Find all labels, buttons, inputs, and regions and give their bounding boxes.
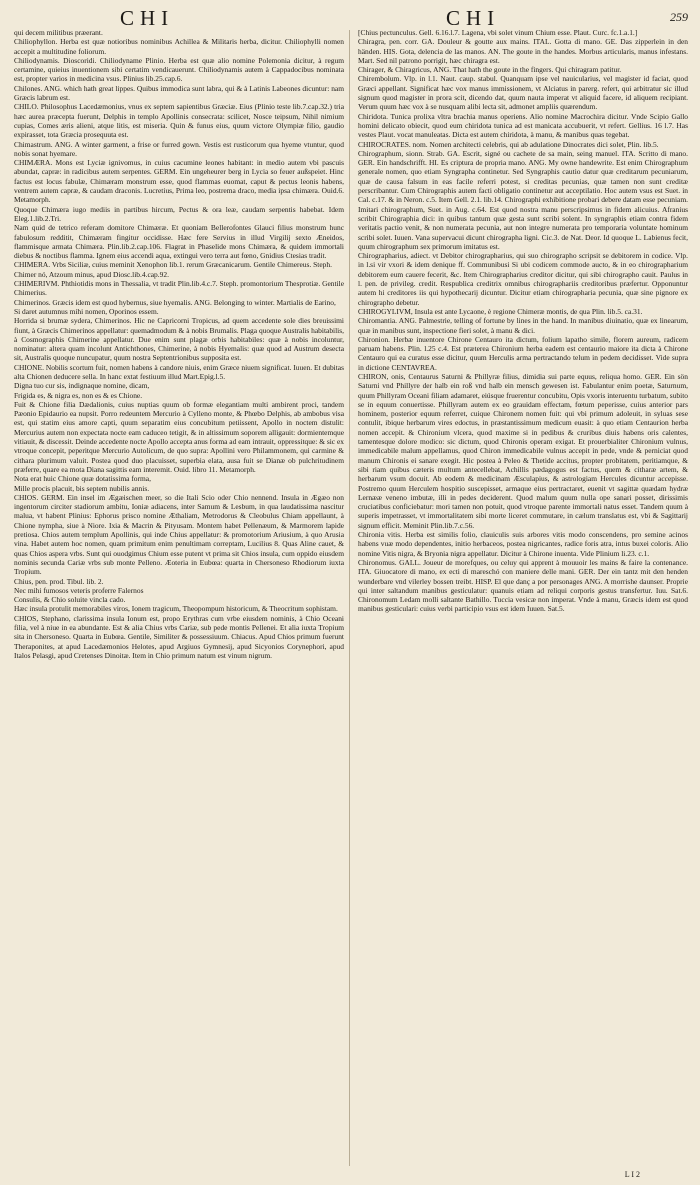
dictionary-entry: Chirager, & Chiragricus, ANG. That hath the goute in the fingers. Qui chiragram patitur. [358,65,622,75]
dictionary-entry: Chiliophyllon. Herba est quæ notioribus nominibus Achillea & Militaris herba, dicitur. Chiliophylli nomen accepit a multitudine foliorum. [14,37,344,56]
dictionary-entry: CHIMERA. Vrbs Siciliæ, cuius meminit Xenophon lib.1. rerum Græcanicarum. Gentile Chimereus. Steph. [14,260,332,270]
dictionary-entry: Consulis, & Chio soluite vincla cado. [14,595,126,605]
dictionary-entry: CHILO. Philosophus Lacedæmonius, vnus ex septem sapientibus Græciæ. Eius (Plinio teste lib.7.cap.32.) tria hæc aurea præcepta fuerunt, Delphis in templo Apollinis consecrata: scilicet, Nosce teipsum, Nihil nimium cupias, Comes æris alieni, atque litis, est miseria. Quin & funus eius, quum victore Olympiæ filio, gaudio expirasset, tota Græcia prosequuta est. [14,102,344,140]
dictionary-entry: qui decem militibus præerant. [14,28,103,37]
dictionary-entry: Horrida si brumæ sydera, Chimerinos. Hic ne Capricorni Tropicus, ad quem accedente sole dies breuissimi fiunt, à Græcis Chimerinos appellatur: quemadmodum & à nobis Brumalis. Plaga quoque Australis habitabilis, à Cosmographis Chimerine appellatur. Due enim sunt plagæ orbis habitabiles: quæ à nobis incoluntur, nominatur: altera quam incolunt Antichthones, Chimerine, à nobis Hyemalis: quæ quod ad Austrum desecta sit, Australis quoque nuncupatur, quum nostra Septentrionibus supposita est. [14,316,344,363]
dictionary-entry: Chimastrum. ANG. A winter garment, a frise or furred gown. Vestis est rusticorum qua hyeme vtuntur, quod nobis sonat hyemare. [14,139,344,158]
right-column [358,28,688,614]
dictionary-entry: Chiragra, pen. corr. GA. Douleur & goutte aux mains. ITAL. Gotta di mano. GE. Das zipperlein in den händen. HIS. Gota, delencia de las manos. AN. The goute in the handes. Morbus articularis, manus infestans. Mart. Sed nil patrono porrigit, hæc chiragra est. [358,37,688,65]
page-number: 259 [670,10,688,24]
dictionary-entry: Chilones. ANG. which hath great lippes. Quibus immodica sunt labra, qui & à Latinis Labeones dicuntur: nam Græcis labrum est. [14,83,344,103]
dictionary-entry: CHIROCRATES. nom. Nomen architecti celebris, qui ab adulatione Dinocrates dici solet, Plin. lib.5. [358,139,659,149]
dictionary-entry: Chirembolum. Vlp. in l.1. Naut. caup. stabul. Quanquam ipse vel nauicularius, vel magister id faciat, quod Græci appellant. Significat hæc vox manus immissionem, vt Alciatus in parerg. refert, qui arbitratur sic illud signum quod magister in prora scit, dicendo dat, quum nauta imperat vt aliquid facere, id aliquem recipiant. Verum quum hæc vox à se nusquam alibi lecta sit, admonet ampliis quærendum. [358,74,688,112]
dictionary-entry: Chiliodynamis. Dioscoridi. Chiliodyname Plinio. Herba est quæ alio nomine Polemonia dicitur, à regum certamine, quieius inuentionem sibi certatim vendicauerunt. Chiliodynamis autem à Cappadocibus nominata est, propter varios in medicina vsus. Plinius lib.25.cap.6. [14,55,344,84]
dictionary-entry: CHIMERIVM. Phthiotidis mons in Thessalia, vt tradit Plin.lib.4.c.7. Steph. promontorium Thesprotiæ. Gentile Chimerius. [14,279,344,298]
running-head-right: CHI [446,6,501,30]
dictionary-entry: Chirographum, sionn. Strab. GA. Escrit, signé ou cachete de sa main, seing manuel. ITA. Scritto di mano. GER. Ein handschrifft. HI. Es criptura de propria mano. ANG. My owne handewrite. Est enim Chirographum generale nomen, quo etiam Syngrapha continetur. Sed Syngraphis cautio datur quæ creditarum pecuniarum, quæ de causa falsum in eas facile referri potest, si creditas pecunias, quæ tamen non sunt creditæ perscribantur. Cum Chirographis autem facti obligatio continetur aut acceptilatio. Hoc autem vsus est Suet. in Cal. c.17. & in Neron. c.5. Item Gell. 2.1. lib.14. Chirographi exhibitione probari debere datam esse pecuniam. Imitari chirographum, Suet. in Aug. c.64. Est quod nostra manu perscripsimus in fidem alicuius. Afranius scribit Chirographia dici: in quibus tantum quæ gesta sunt scribi solent. In syngraphis etiam contra fidem veritatis pactio venit, & non numerata pecunia, aut non integre numerata pro temporaria voluntate hominum scribi solet. Iuuen. Vana supervacui dicunt chirographa ligni. Cic.3. de Nat. Deor. Id quoque L. Labienus fecit, quum chirographum sex primorum imitatus est. [358,148,688,251]
dictionary-entry: [Chius pectunculus. Gell. 6.16.l.7. Lagena, vbi solet vinum Chium esse. Plaut. Curc. fc.1.a.1.] [358,28,638,37]
dictionary-entry: Chiromantia. ANG. Palmestrie, telling of fortune by lines in the hand. In manibus diuinatio, quæ ex linearum, quæ in manibus sunt, inspectione fieri solet, à manu & dici. [358,316,688,335]
dictionary-entry: Nec mihi fumosos veteris proferre Falernos [14,585,144,595]
dictionary-entry: CHIRON, onis, Centaurus Saturni & Phillyræ filius, dimidia sui parte equus, reliqua homo. GER. Ein sön Saturni vnd Phillyre der halb ein roß vnd halb ein mensch gewesen ist. Fabulantur enim poetæ, Saturnum, quum Phillyram Oceani filiam adamaret, eiúsque fruerentur concubitu, Opis vxoris interuentu turbatum, subito se in equum conuertisse. Phillyram autem ex eo grauidam effectam, fœtum peperisse, cuius anterior pars hominem, posterior equum referret, cuique Chironem nomen fuit: qui vbi primum adoleuit, in syluas sese contulit, ibique herbarum vires edoctus, in præstantissimum medicum euasit: à quo etiam Centaurion herba nomen accepit. & Chironium vlcera, quod maxime si in pedibus & cruribus diuis habens oris calentes, tamentesque dolore modico: sic dictum, quod Chironis operam exigat. Et prouerbialiter Chironium vulnus, immedicabile malum appellamus, quod Chiron immedicabile vulnus accepit in pede, vnde & perniciat quod manum Chironis ei sanare exegit. Hic postea à Peleo & Thetide accitus, propter probitatem, peritiamque, & sibi riam quibus cæteris multum antecellebat, Achillis pædagogus est factus, quem & citharæ artem, & herbarum vsum docuit. Ab eodem & medicinam Æsculapius, & astrologiam Hercules dicuntur accepisse. Postremo quum Herculem hospitio suscepisset, armaque eius pertractaret, euenit vt sagittæ quædam hydræ Lernææ veneno imbutæ, illi in pedes deciderent. Quod malum quum nulla ope sanari posset, dirissimis cruciatibus conficiebatur: mori tamen non potuit, quod vtroque parente immortali natus esset. Tandem quum à superis impetrasset, vt immortalitatem sibi morte liceret commutare, in cælum translatus est, vbi & Sagittarij signum efficit. Meminit Plin.lib.7.c.56. [358,371,688,530]
dictionary-entry: Chiridota. Tunica prolixa vltra brachia manus operiens. Alio nomine Macrochira dicitur. Vnde Scipio Gallo homini delicato obiecit, quod eum chiridota tunica ad est manicata accubuerit, vt refert. Gellius. 16 l.7. Has vestes Plaut. vocat manuleatas. Dicta est autem chiridota, à manu, & manibus quas tegebat. [358,111,688,140]
dictionary-entry: Chironomus. GALL. Joueur de morefques, ou celuy qui apprent à mouuoir les mains & faire la contenance. ITA. Giuocatore di mano, ex ecti di mareschó con maniere delle mani. GER. Der ein tantz mit den henden wunderbare vnd vilerley bossen treibt. HISP. El que danç a por personages ANG. A morrishe daunser. Proprie qui inter saltandum manibus gesticulatur: quanuis etiam ad reliqui corporis gestus transfertur. Iuu. Sat.6. Chironomum Ledam molli saltante Bathillo. Tuccia vesicæ non imperat. Vnde à manu, Græcis idem est quod manibus gesticulari: cuius verbi participio vsus est idem Iuuen. Sat.5. [358,557,688,614]
dictionary-entry: CHIONE. Nobilis scortum fuit, nomen habens à candore niuis, enim Græce niuem significat. Iuuen. Et dubitas alta Chionen deducere sella. In hanc extat festiuum illud Mart.Epig.l.5. [14,362,344,381]
dictionary-entry: Nota erat huic Chione quæ dotatissima forma, [14,474,151,484]
dictionary-entry: Fuit & Chione filia Dædalionis, cuius nuptias quum ob formæ elegantiam multi ambirent proci, tandem Pæonio Epidaurio ea nupsit. Porro redeuntem Mercurio à Cylleno monte, & Phœbo Delphis, ab ambobus visa est, qui statim eius amore capti, quum separatim eius concubitum petiissent, Apollo in noctem distulit: Mercurius autem non expectata nocte eam caduceo tetigit, & in altissimum soporem alligauit: dormientemque vitiauit, & discessit. Deinde accedente nocte Apollo accepta anus forma ad eam intrauit, oppressitque: & sic ex vtroque concepit, peperitque Mercurio Autolicum, de quo supra: Apollini vero Philammonem, qui carmine & cithara plurimum valuit. Postea quod duo placuisset, superbia elata, ausa fuit se Dianæ ob pulchritudinem præferre, quare ea mota Diana sagittis eam interemit. Ouid. libro 11. Metamorph. [14,399,344,474]
running-head-left: CHI [120,6,175,30]
dictionary-entry: Frigida es, & nigra es, non es & es Chione. [14,390,143,400]
dictionary-entry: Chimer nó, Atzoum minus, apud Diosc.lib.4.cap.92. [14,269,169,279]
dictionary-entry: CHIOS. GERM. Ein insel im Ægæischen meer, so die Itali Scio oder Chio nennend. Insula in Ægæo non ingentorum circiter stadiorum ambitu, Ioniæ adiacens, inter Samum & Lesbum, in qua laudatissima nascitur malua, vt habent Plinius: Ephorus prisco nomine Æthaliam, Metrodorus & Cleobulus Chiam appellaunt, à Chione nympha, siue à Niore. Ixia & Macrin & Pityusam. Montem habet Pellenæum, & Marmorem lapide pretiosa. Chios autem templum Apollinis, qui inde Chius appellatur: & promotorium Ariusium, à quo Arusia vina. Habet autem hoc nomen, quam primitum enim penultimam correptam, Lucilius 8. Quas Aline cauet, & quas Chios aspera vrbs. Sunt qui ouodgimus Chium esse putent vt prima sit Chios insula, cum oppido eiusdem nominis secunda Cariæ vrbs sub monte Pelleno. Æoteria in Eubœa: quarta in Chersoneso Rhodiorum iuxta Tropium. [14,492,344,577]
dictionary-entry: Quoque Chimæra iugo mediis in partibus hircum, Pectus & ora leæ, caudam serpentis habebat. Idem Eleg.1.lib.2.Tri. [14,204,344,223]
signature-mark: L I 2 [624,1170,640,1179]
dictionary-entry: Digna tuo cur sis, indignaque nomine, dicam, [14,381,150,391]
dictionary-entry: Mille procis placuit, bis septem nubilis annis. [14,483,150,493]
dictionary-entry: CHIMÆRA. Mons est Lyciæ ignivomus, in cuius cacumine leones habitant: in medio autem vbi pascuis abundat, capræ: in radicibus autem serpentes. GERM. Ein ungeheurer berg in Lycia so feuer außspeiet. Hinc factus est locus fabulæ, Chimæram monstrum esse, quod flammas euomat, caput & pectus leonis habens, ventrem autem capræ, & caudam draconis. Lucretius, Prima leo, postrema draco, media ipsa chimæra. Ouid.6. Metamorph. [14,158,344,205]
dictionary-entry: CHIOS, Stephano, clarissima insula Ionum est, propo Erythras cum vrbe eiusdem nominis, à Chio Oceani filia, vel à niue in ea abundante. Est & alia Chius vrbs Cariæ, sub pede montis Pellenei. Et alia iuxta Tropium sita in Chersoneso. Quarta in Eubœa. Gentile, Similiter & possessiuum. Chiacus. Apud Chios primum fuerunt Theraponites, at apud Lacedæmonios Helotes, apud Argiuos Gymnesij, apud Sicyonios Corynephori, apud Italos Pelasgi, apud Cretenses Dinoitæ. Item in Chio primum natum est vinum nigrum. [14,613,344,660]
dictionary-entry: Chimerinos. Græcis idem est quod hybernus, siue hyemalis. ANG. Belonging to winter. Martialis de Earino, [14,297,336,307]
dictionary-entry: Chius, pen. prod. Tibul. lib. 2. [14,576,104,586]
dictionary-entry: Chironion. Herbæ inuentore Chirone Centauro ita dictum, folium lapatho simile, florem aureum, radicem paruam habens. Plin. l.25 c.4. Est præterea Chironium herba eadem est centaurio maiore ita dicta à Chirone Centauro qui ea curatus esse dicitur, quum Herculis arma pertractando telum in pedem decidisset. Vide supra in dictione CENTAVREA. [358,334,688,372]
column-divider [349,30,350,1166]
dictionary-entry: CHIROGYLIVM, Insula est ante Lycaone, è regione Chimeræ montis, de qua Plin. lib.5. ca.31. [358,306,643,316]
dictionary-entry: Chironia vitis. Herba est similis folio, clauiculis suis arbores vitis modo conscendens, pro semine acinos habens vuæ modo dependentes, initio herbaceos, postea nigricantes, radice foris atra, intus buxei coloris. Alio nomine Vitis nigra, & Bryonia nigra appellatur. Dicitur à Chirone inuenta. Vide Plinium li.23. c.1. [358,530,688,558]
left-column [14,28,344,660]
dictionary-entry: Si daret autumnus mihi nomen, Oporinos essem. [14,306,159,316]
dictionary-entry: Chirographarius, adiect. vt Debitor chirographarius, qui suo chirographo scripsit se debitorem in codice. Vlp. in l.si vir vxori & idem denique ff. Communibusi Si ubi codicem commode aucto, & in eo chirographarium debitorem eum cauere fecerit, &c. Item Chirographarius creditor dicitur, qui sibi chirographo cauit. Paulus in l. pen. de privileg. credit. Respublica creditrix omnibus chirographariis creditoribus præfertur. Opponuntur autem hi creditores iis qui hypothecarij dicuntur. Dicitur etiam chirographaria pecunia, quæ sine pignore ex chirographo debetur. [358,251,688,307]
dictionary-entry: Hæc insula protulit memorabiles viros, Ionem tragicum, Theopompum historicum, & Theocritum sophistam. [14,604,338,614]
dictionary-entry: Nam quid de tetrico referam domitore Chimæræ. Et quoniam Bellerofontes Glauci filius monstrum hunc fabulosum redditit, Chimæram fingitur occidisse. Hæc fere Servius in illud Virgilij sexto Æneidos, flammisque armata Chimæra. Plin.lib.2.cap.106. Flagrat in Phaselide mons Chimæra, & quidem immortali diebus & noctibus flamma. Ignem eius accendi aqua, extingui vero terra aut fœno, Gnidius Ctesias tradit. [14,223,344,261]
